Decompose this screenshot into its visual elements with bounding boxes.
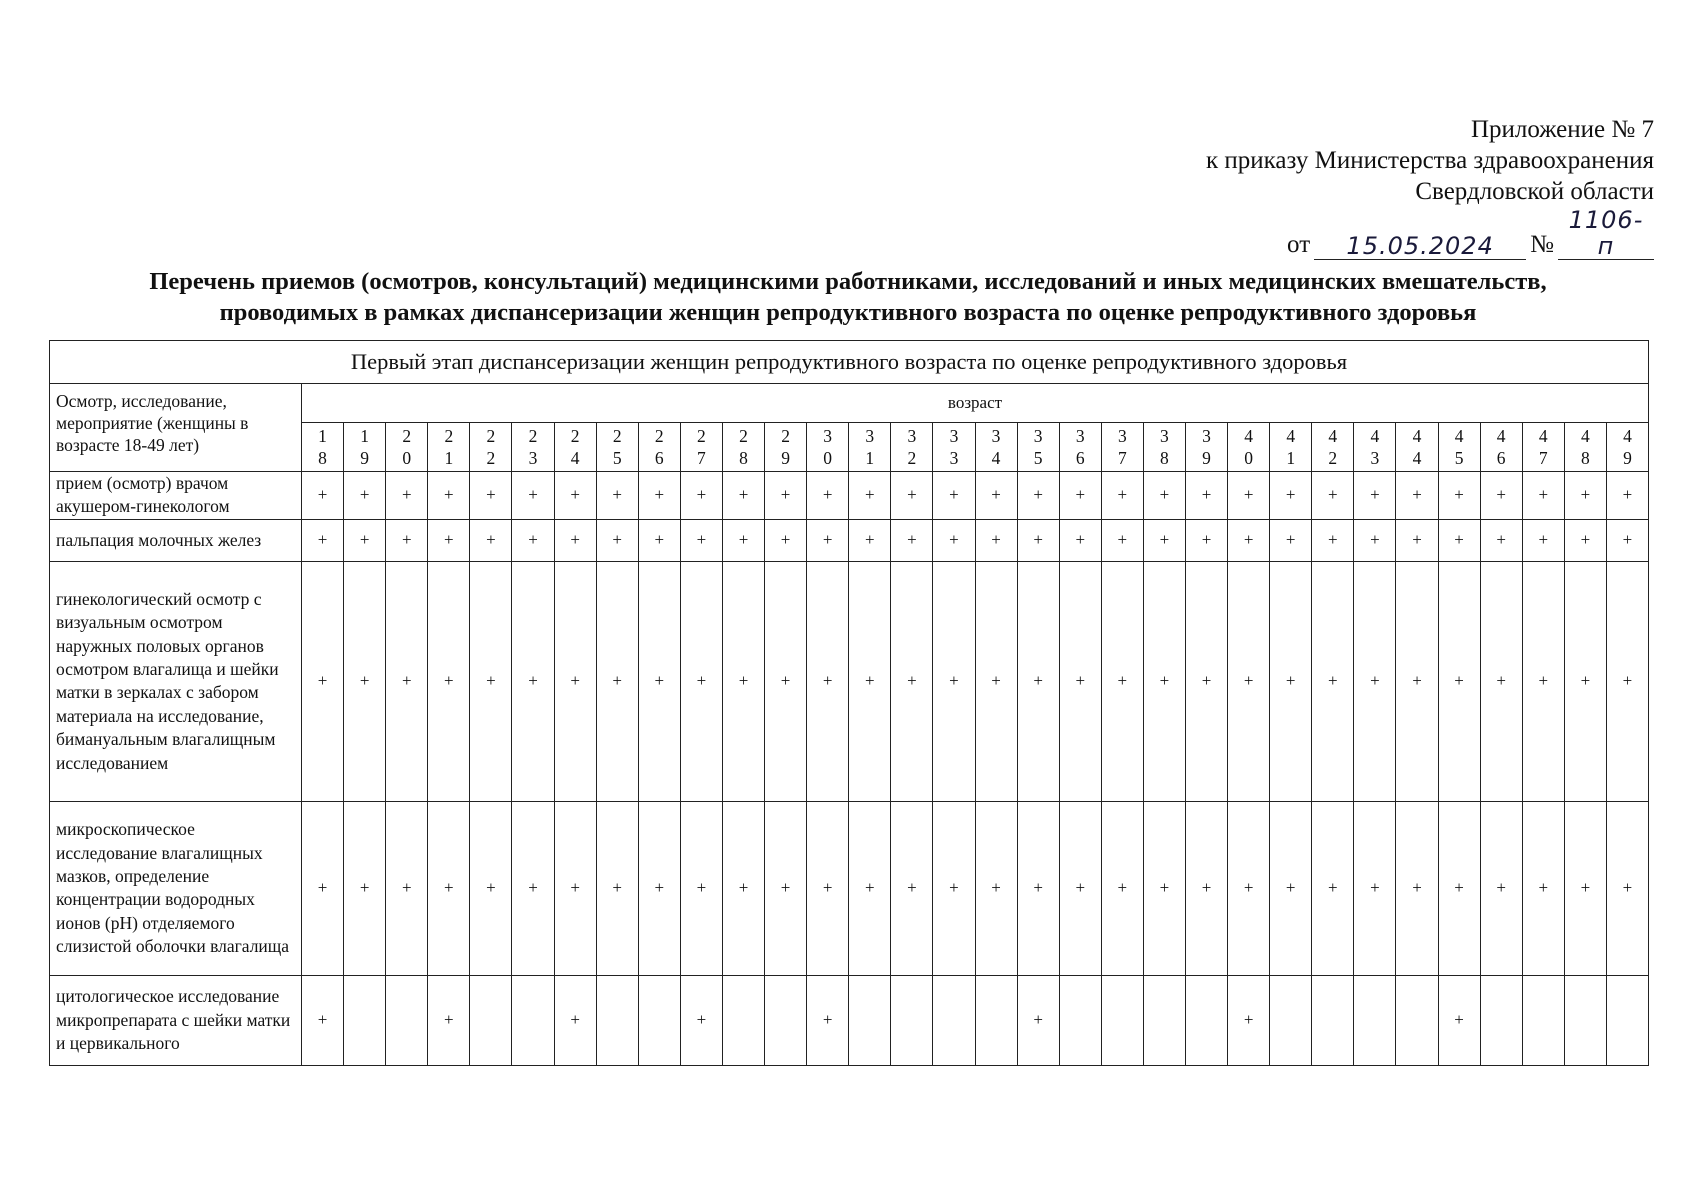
mark-cell — [765, 975, 807, 1065]
mark-cell: + — [722, 519, 764, 561]
mark-cell: + — [891, 801, 933, 975]
age-cell: 3 6 — [1059, 423, 1101, 472]
mark-cell: + — [512, 519, 554, 561]
age-cell: 4 6 — [1480, 423, 1522, 472]
appendix-region: Свердловской области — [1415, 178, 1654, 205]
mark-cell: + — [386, 472, 428, 520]
mark-cell: + — [765, 801, 807, 975]
appendix-block — [1206, 114, 1654, 260]
mark-cell — [1564, 975, 1606, 1065]
mark-cell: + — [1396, 801, 1438, 975]
mark-cell: + — [1270, 801, 1312, 975]
mark-cell: + — [849, 472, 891, 520]
mark-cell: + — [344, 519, 386, 561]
mark-cell: + — [849, 519, 891, 561]
mark-cell: + — [1185, 519, 1227, 561]
mark-cell: + — [807, 801, 849, 975]
mark-cell: + — [554, 975, 596, 1065]
header-label: Осмотр, исследование, мероприятие (женщины в возрасте 18-49 лет) — [50, 384, 302, 472]
mark-cell: + — [554, 519, 596, 561]
mark-cell: + — [428, 472, 470, 520]
mark-cell: + — [807, 472, 849, 520]
mark-cell: + — [1396, 472, 1438, 520]
mark-cell: + — [1438, 519, 1480, 561]
mark-cell: + — [1396, 519, 1438, 561]
age-cell: 2 2 — [470, 423, 512, 472]
mark-cell: + — [554, 801, 596, 975]
age-cell: 4 4 — [1396, 423, 1438, 472]
mark-cell: + — [680, 975, 722, 1065]
mark-cell: + — [722, 801, 764, 975]
mark-cell: + — [765, 561, 807, 801]
row-label: цитологическое исследование микропрепарата с шейки матки и цервикального — [50, 975, 302, 1065]
table-row — [50, 519, 1649, 561]
mark-cell: + — [512, 801, 554, 975]
mark-cell — [1396, 975, 1438, 1065]
mark-cell: + — [1606, 472, 1648, 520]
mark-cell: + — [1059, 472, 1101, 520]
age-cell: 1 8 — [302, 423, 344, 472]
mark-cell — [933, 975, 975, 1065]
mark-cell: + — [1101, 519, 1143, 561]
mark-cell — [1312, 975, 1354, 1065]
appendix-title: Приложение № 7 — [1470, 116, 1654, 143]
mark-cell: + — [1101, 472, 1143, 520]
heading-line-2: проводимых в рамках диспансеризации женщин репродуктивного возраста по оценке репродуктивного здоровья — [219, 299, 1477, 326]
mark-cell: + — [596, 472, 638, 520]
mark-cell: + — [302, 975, 344, 1065]
mark-cell: + — [1438, 801, 1480, 975]
mark-cell: + — [344, 472, 386, 520]
mark-cell — [722, 975, 764, 1065]
age-cell: 1 9 — [344, 423, 386, 472]
mark-cell — [1480, 975, 1522, 1065]
mark-cell: + — [428, 801, 470, 975]
mark-cell: + — [554, 561, 596, 801]
mark-cell: + — [1143, 561, 1185, 801]
table-row — [50, 561, 1649, 801]
mark-cell: + — [1228, 472, 1270, 520]
mark-cell: + — [1312, 472, 1354, 520]
mark-cell: + — [933, 561, 975, 801]
age-header: возраст — [302, 384, 1649, 423]
mark-cell: + — [1522, 519, 1564, 561]
appendix-order-ref: к приказу Министерства здравоохранения — [1205, 147, 1654, 174]
mark-cell — [344, 975, 386, 1065]
mark-cell: + — [1522, 801, 1564, 975]
mark-cell: + — [1101, 561, 1143, 801]
mark-cell: + — [765, 472, 807, 520]
mark-cell: + — [1312, 519, 1354, 561]
mark-cell: + — [1185, 561, 1227, 801]
mark-cell: + — [1017, 472, 1059, 520]
mark-cell — [1143, 975, 1185, 1065]
age-cell: 3 1 — [849, 423, 891, 472]
mark-cell: + — [807, 519, 849, 561]
mark-cell: + — [722, 561, 764, 801]
mark-cell: + — [638, 519, 680, 561]
number-label: № — [1530, 231, 1554, 258]
age-cell: 3 5 — [1017, 423, 1059, 472]
mark-cell: + — [1564, 472, 1606, 520]
mark-cell: + — [1354, 472, 1396, 520]
mark-cell — [1185, 975, 1227, 1065]
mark-cell: + — [1270, 561, 1312, 801]
mark-cell: + — [1017, 975, 1059, 1065]
mark-cell: + — [638, 561, 680, 801]
table-row — [50, 975, 1649, 1065]
mark-cell: + — [975, 519, 1017, 561]
age-cell: 3 3 — [933, 423, 975, 472]
mark-cell: + — [470, 519, 512, 561]
examination-table — [49, 340, 1649, 1066]
mark-cell: + — [386, 801, 428, 975]
mark-cell: + — [1228, 801, 1270, 975]
row-label: микроскопическое исследование влагалищных мазков, определение концентрации водородных ионов (pH) отделяемого слизистой оболочки влагалища — [50, 801, 302, 975]
age-cell: 3 7 — [1101, 423, 1143, 472]
mark-cell: + — [975, 561, 1017, 801]
mark-cell: + — [1480, 801, 1522, 975]
mark-cell: + — [1312, 801, 1354, 975]
mark-cell: + — [1270, 472, 1312, 520]
mark-cell: + — [1480, 519, 1522, 561]
mark-cell: + — [302, 801, 344, 975]
age-cell: 3 0 — [807, 423, 849, 472]
mark-cell: + — [1564, 561, 1606, 801]
mark-cell: + — [891, 519, 933, 561]
mark-cell: + — [1228, 519, 1270, 561]
mark-cell: + — [1606, 519, 1648, 561]
mark-cell — [386, 975, 428, 1065]
mark-cell: + — [680, 561, 722, 801]
mark-cell: + — [1396, 561, 1438, 801]
mark-cell: + — [1185, 472, 1227, 520]
mark-cell: + — [302, 472, 344, 520]
mark-cell — [638, 975, 680, 1065]
row-label: гинекологический осмотр с визуальным осмотром наружных половых органов осмотром влагалища и шейки матки в зеркалах с забором материала на исследование, бимануальным влагалищным исследованием — [50, 561, 302, 801]
mark-cell: + — [807, 975, 849, 1065]
table-row — [50, 801, 1649, 975]
mark-cell: + — [1017, 519, 1059, 561]
mark-cell — [512, 975, 554, 1065]
mark-cell: + — [1480, 472, 1522, 520]
mark-cell: + — [512, 561, 554, 801]
mark-cell: + — [638, 472, 680, 520]
age-cell: 4 8 — [1564, 423, 1606, 472]
mark-cell — [1606, 975, 1648, 1065]
mark-cell: + — [1228, 561, 1270, 801]
mark-cell: + — [807, 561, 849, 801]
age-cell: 3 2 — [891, 423, 933, 472]
mark-cell: + — [1564, 801, 1606, 975]
mark-cell: + — [428, 519, 470, 561]
mark-cell: + — [1438, 975, 1480, 1065]
mark-cell: + — [933, 801, 975, 975]
age-cell: 4 3 — [1354, 423, 1396, 472]
mark-cell: + — [680, 801, 722, 975]
mark-cell — [1270, 975, 1312, 1065]
mark-cell: + — [722, 472, 764, 520]
age-cell: 4 1 — [1270, 423, 1312, 472]
mark-cell: + — [470, 801, 512, 975]
age-cell: 2 5 — [596, 423, 638, 472]
mark-cell: + — [1354, 801, 1396, 975]
mark-cell — [596, 975, 638, 1065]
mark-cell: + — [1270, 519, 1312, 561]
mark-cell: + — [1059, 801, 1101, 975]
mark-cell: + — [512, 472, 554, 520]
order-date: 15.05.2024 — [1314, 233, 1526, 260]
table-row — [50, 472, 1649, 520]
mark-cell: + — [1017, 561, 1059, 801]
mark-cell: + — [975, 801, 1017, 975]
mark-cell: + — [1143, 472, 1185, 520]
mark-cell: + — [1522, 472, 1564, 520]
mark-cell: + — [933, 519, 975, 561]
mark-cell: + — [1143, 519, 1185, 561]
mark-cell: + — [596, 519, 638, 561]
age-cell: 2 4 — [554, 423, 596, 472]
mark-cell: + — [386, 561, 428, 801]
mark-cell: + — [1354, 519, 1396, 561]
mark-cell: + — [1059, 561, 1101, 801]
mark-cell: + — [1312, 561, 1354, 801]
age-cell: 4 0 — [1228, 423, 1270, 472]
age-cell: 4 2 — [1312, 423, 1354, 472]
age-cell: 2 3 — [512, 423, 554, 472]
mark-cell: + — [386, 519, 428, 561]
mark-cell: + — [849, 801, 891, 975]
order-date-line — [1206, 207, 1654, 260]
order-number: 1106-п — [1558, 207, 1654, 260]
mark-cell: + — [933, 472, 975, 520]
mark-cell — [849, 975, 891, 1065]
mark-cell — [1101, 975, 1143, 1065]
age-cell: 4 7 — [1522, 423, 1564, 472]
mark-cell: + — [1480, 561, 1522, 801]
age-cell: 3 9 — [1185, 423, 1227, 472]
mark-cell — [470, 975, 512, 1065]
mark-cell: + — [1438, 472, 1480, 520]
mark-cell: + — [1017, 801, 1059, 975]
mark-cell: + — [849, 561, 891, 801]
mark-cell: + — [1564, 519, 1606, 561]
mark-cell: + — [470, 561, 512, 801]
mark-cell: + — [1606, 561, 1648, 801]
mark-cell: + — [1059, 519, 1101, 561]
row-label: прием (осмотр) врачом акушером-гинекологом — [50, 472, 302, 520]
mark-cell: + — [344, 801, 386, 975]
age-cell: 2 6 — [638, 423, 680, 472]
mark-cell — [1354, 975, 1396, 1065]
mark-cell: + — [1354, 561, 1396, 801]
mark-cell: + — [1438, 561, 1480, 801]
stage-title: Первый этап диспансеризации женщин репродуктивного возраста по оценке репродуктивного здоровья — [50, 341, 1649, 384]
mark-cell: + — [891, 472, 933, 520]
mark-cell: + — [1143, 801, 1185, 975]
mark-cell: + — [765, 519, 807, 561]
mark-cell: + — [344, 561, 386, 801]
mark-cell — [975, 975, 1017, 1065]
age-cell: 3 8 — [1143, 423, 1185, 472]
mark-cell: + — [680, 519, 722, 561]
mark-cell: + — [1606, 801, 1648, 975]
mark-cell: + — [1101, 801, 1143, 975]
mark-cell: + — [596, 801, 638, 975]
mark-cell: + — [1185, 801, 1227, 975]
age-cell: 2 7 — [680, 423, 722, 472]
mark-cell: + — [302, 519, 344, 561]
age-cell: 3 4 — [975, 423, 1017, 472]
mark-cell: + — [638, 801, 680, 975]
mark-cell — [891, 975, 933, 1065]
heading-line-1: Перечень приемов (осмотров, консультаций) медицинскими работниками, исследований и иных медицинских вмешательств, — [149, 268, 1547, 295]
mark-cell: + — [554, 472, 596, 520]
mark-cell: + — [1228, 975, 1270, 1065]
mark-cell: + — [891, 561, 933, 801]
age-cell: 2 1 — [428, 423, 470, 472]
mark-cell: + — [975, 472, 1017, 520]
mark-cell: + — [470, 472, 512, 520]
mark-cell: + — [428, 975, 470, 1065]
age-cell: 2 8 — [722, 423, 764, 472]
age-cell: 2 0 — [386, 423, 428, 472]
age-cell: 4 9 — [1606, 423, 1648, 472]
mark-cell — [1522, 975, 1564, 1065]
mark-cell: + — [1522, 561, 1564, 801]
mark-cell: + — [596, 561, 638, 801]
from-label: от — [1287, 231, 1311, 258]
age-cell: 4 5 — [1438, 423, 1480, 472]
mark-cell — [1059, 975, 1101, 1065]
row-label: пальпация молочных желез — [50, 519, 302, 561]
document-heading — [60, 266, 1636, 328]
age-cell: 2 9 — [765, 423, 807, 472]
mark-cell: + — [680, 472, 722, 520]
mark-cell: + — [302, 561, 344, 801]
mark-cell: + — [428, 561, 470, 801]
